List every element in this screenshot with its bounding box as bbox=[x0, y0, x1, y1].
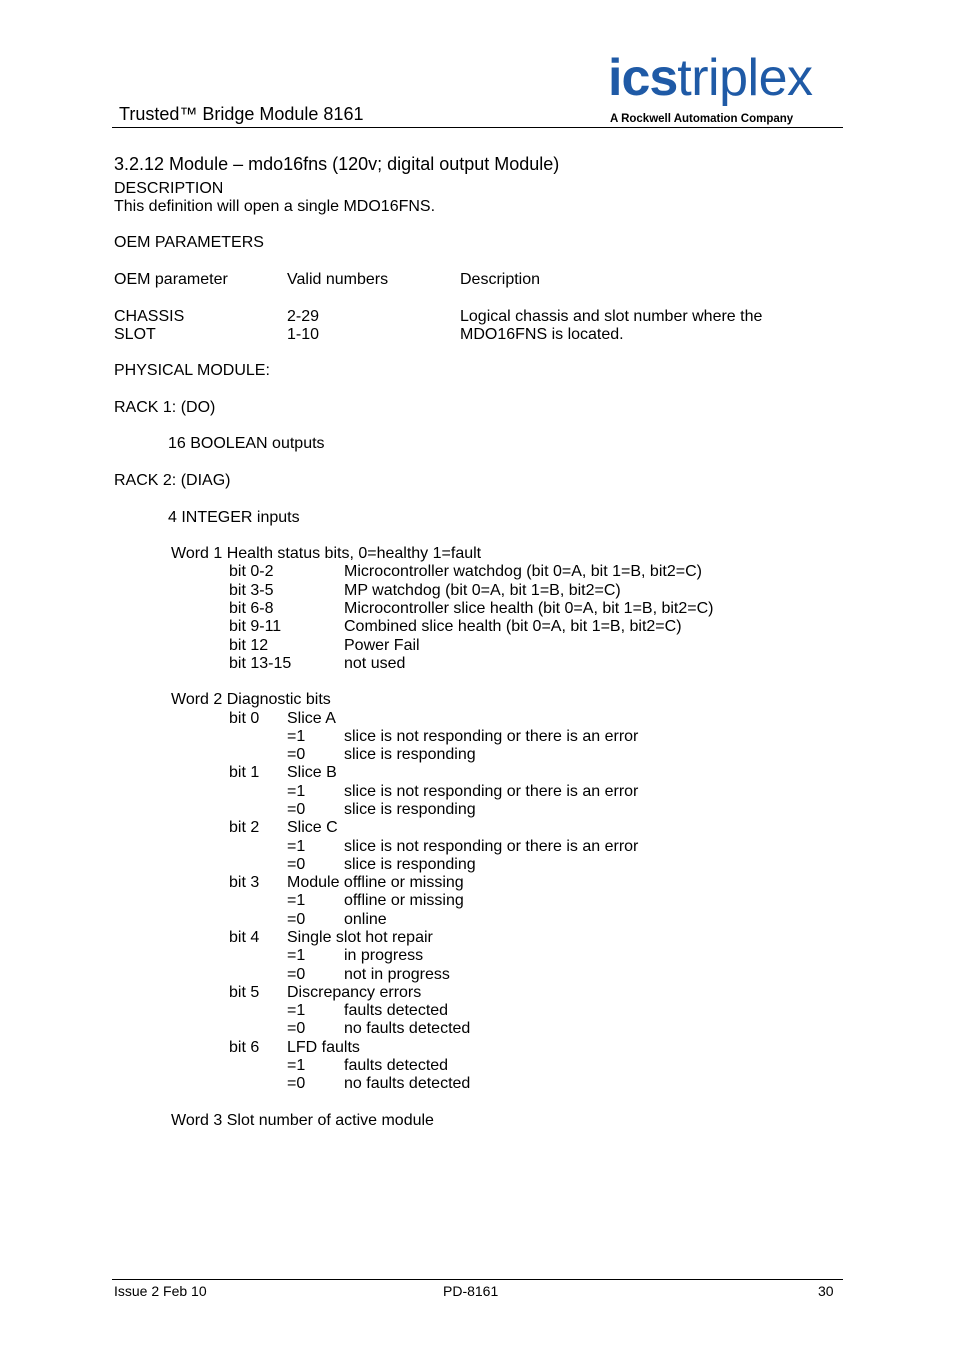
word1-bit-desc: Combined slice health (bit 0=A, bit 1=B, bit2=C) bbox=[344, 618, 682, 635]
document-title: Trusted™ Bridge Module 8161 bbox=[119, 104, 364, 124]
word1-bit: bit 12 bbox=[229, 637, 269, 654]
word2-value-one-desc: in progress bbox=[344, 947, 424, 964]
word2-value-one: =1 bbox=[287, 783, 306, 800]
word2-bit: bit 5 bbox=[229, 984, 260, 1001]
oem-row-param: SLOT bbox=[114, 326, 156, 343]
word1-bit-desc: Microcontroller watchdog (bit 0=A, bit 1=B, bit2=C) bbox=[344, 563, 702, 580]
logo-tagline: A Rockwell Automation Company bbox=[610, 113, 794, 125]
oem-row-desc: MDO16FNS is located. bbox=[460, 326, 624, 343]
rack1-label: RACK 1: (DO) bbox=[114, 399, 216, 416]
word2-value-zero: =0 bbox=[287, 1020, 306, 1037]
word1-bit-desc: Microcontroller slice health (bit 0=A, bit 1=B, bit2=C) bbox=[344, 600, 714, 617]
word2-value-one: =1 bbox=[287, 947, 306, 964]
word2-value-zero-desc: online bbox=[344, 911, 387, 928]
word2-value-one: =1 bbox=[287, 892, 306, 909]
word1-bit: bit 3-5 bbox=[229, 582, 274, 599]
word2-value-zero: =0 bbox=[287, 856, 306, 873]
footer-page-number: 30 bbox=[818, 1283, 834, 1299]
word2-value-zero: =0 bbox=[287, 966, 306, 983]
word1-bit-desc: Power Fail bbox=[344, 637, 420, 654]
word2-value-zero-desc: slice is responding bbox=[344, 746, 476, 763]
ics-triplex-logo bbox=[608, 49, 813, 107]
word2-value-one-desc: offline or missing bbox=[344, 892, 464, 909]
oem-row-desc: Logical chassis and slot number where the bbox=[460, 308, 763, 325]
word2-value-zero-desc: no faults detected bbox=[344, 1020, 471, 1037]
word1-bit: bit 0-2 bbox=[229, 563, 274, 580]
oem-row-valid: 2-29 bbox=[287, 308, 320, 325]
word2-value-one-desc: faults detected bbox=[344, 1057, 449, 1074]
word2-value-zero-desc: slice is responding bbox=[344, 801, 476, 818]
word2-bit: bit 3 bbox=[229, 874, 260, 891]
header-rule bbox=[112, 127, 843, 128]
word2-value-one: =1 bbox=[287, 1057, 306, 1074]
word1-bit: bit 9-11 bbox=[229, 618, 282, 635]
word2-value-one: =1 bbox=[287, 1002, 306, 1019]
word2-value-zero: =0 bbox=[287, 911, 306, 928]
logo-ics-text: ics bbox=[608, 49, 678, 107]
word2-value-zero-desc: no faults detected bbox=[344, 1075, 471, 1092]
word2-bit: bit 0 bbox=[229, 710, 260, 727]
word2-bit: bit 6 bbox=[229, 1039, 260, 1056]
word2-value-zero-desc: not in progress bbox=[344, 966, 450, 983]
oem-header-valid: Valid numbers bbox=[287, 271, 389, 288]
word2-value-one: =1 bbox=[287, 838, 306, 855]
word2-value-one-desc: faults detected bbox=[344, 1002, 449, 1019]
word2-value-one: =1 bbox=[287, 728, 306, 745]
word1-bit: bit 13-15 bbox=[229, 655, 292, 672]
word2-bit-name: LFD faults bbox=[287, 1039, 360, 1056]
word1-bit-desc: not used bbox=[344, 655, 406, 672]
oem-header-description: Description bbox=[460, 271, 541, 288]
word2-bit-name: Slice A bbox=[287, 710, 336, 727]
word2-bit: bit 4 bbox=[229, 929, 260, 946]
word2-title: Word 2 Diagnostic bits bbox=[171, 691, 331, 708]
word2-bit-name: Discrepancy errors bbox=[287, 984, 422, 1001]
word2-bit: bit 1 bbox=[229, 764, 260, 781]
oem-row-valid: 1-10 bbox=[287, 326, 320, 343]
word2-bit-name: Single slot hot repair bbox=[287, 929, 433, 946]
word2-value-one-desc: slice is not responding or there is an error bbox=[344, 728, 639, 745]
word2-bit-name: Slice B bbox=[287, 764, 337, 781]
section-heading: 3.2.12 Module – mdo16fns (120v; digital output Module) bbox=[114, 154, 560, 174]
oem-row-param: CHASSIS bbox=[114, 308, 185, 325]
word1-bit: bit 6-8 bbox=[229, 600, 274, 617]
word2-value-one-desc: slice is not responding or there is an error bbox=[344, 783, 639, 800]
word2-bit-name: Module offline or missing bbox=[287, 874, 464, 891]
word2-value-zero: =0 bbox=[287, 746, 306, 763]
logo-triplex-text: triplex bbox=[677, 49, 813, 107]
description-label: DESCRIPTION bbox=[114, 180, 224, 197]
word1-title: Word 1 Health status bits, 0=healthy 1=fault bbox=[171, 545, 482, 562]
footer-doc-id: PD-8161 bbox=[443, 1283, 499, 1299]
word2-bit: bit 2 bbox=[229, 819, 260, 836]
word2-bit-name: Slice C bbox=[287, 819, 338, 836]
rack1-content: 16 BOOLEAN outputs bbox=[168, 435, 325, 452]
physical-module-label: PHYSICAL MODULE: bbox=[114, 362, 270, 379]
word2-value-zero: =0 bbox=[287, 1075, 306, 1092]
word2-value-zero: =0 bbox=[287, 801, 306, 818]
word2-value-zero-desc: slice is responding bbox=[344, 856, 476, 873]
rack2-content: 4 INTEGER inputs bbox=[168, 509, 300, 526]
word1-bit-desc: MP watchdog (bit 0=A, bit 1=B, bit2=C) bbox=[344, 582, 621, 599]
oem-header-parameter: OEM parameter bbox=[114, 271, 228, 288]
word2-value-one-desc: slice is not responding or there is an error bbox=[344, 838, 639, 855]
footer-rule bbox=[112, 1279, 843, 1280]
word3-title: Word 3 Slot number of active module bbox=[171, 1112, 434, 1129]
description-text: This definition will open a single MDO16FNS. bbox=[114, 198, 436, 215]
rack2-label: RACK 2: (DIAG) bbox=[114, 472, 231, 489]
oem-parameters-label: OEM PARAMETERS bbox=[114, 234, 264, 251]
footer-issue: Issue 2 Feb 10 bbox=[114, 1283, 207, 1299]
